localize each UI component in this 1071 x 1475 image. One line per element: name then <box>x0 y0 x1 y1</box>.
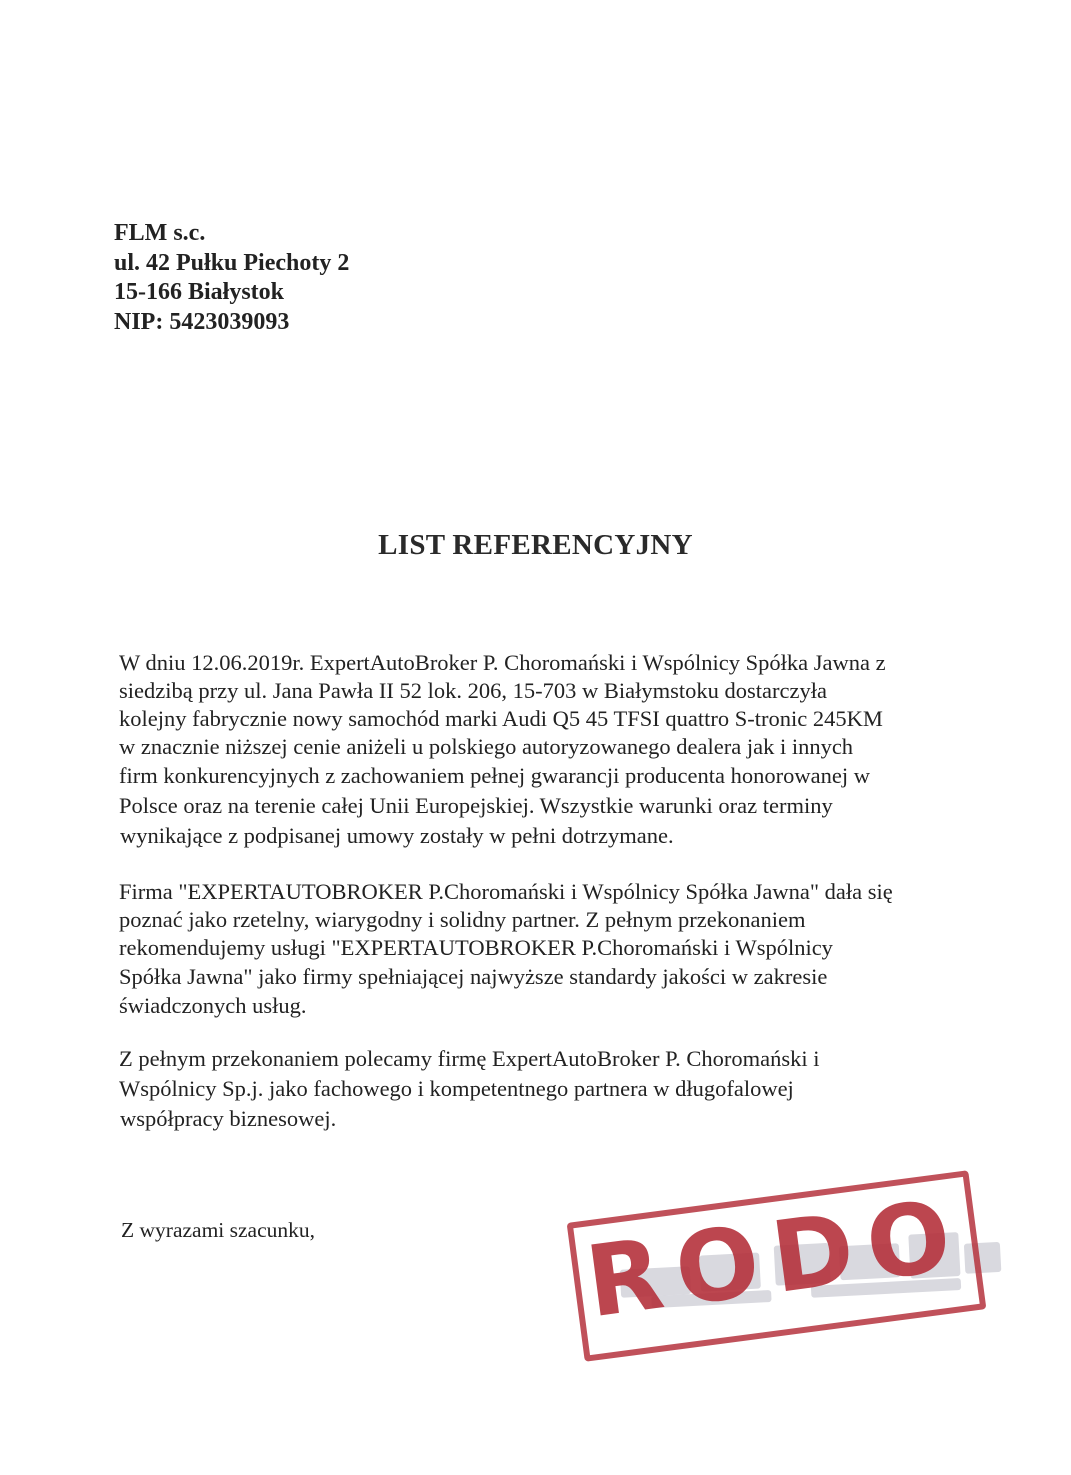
body-line: Z pełnym przekonaniem polecamy firmę ExpertAutoBroker P. Choromański i <box>119 1046 820 1071</box>
sender-address-block <box>114 219 349 337</box>
rodo-stamp <box>567 1170 987 1362</box>
body-line: poznać jako rzetelny, wiarygodny i solidny partner. Z pełnym przekonaniem <box>119 907 806 932</box>
sender-city: 15-166 Białystok <box>114 279 285 305</box>
body-line: świadczonych usług. <box>119 993 307 1018</box>
body-line: W dniu 12.06.2019r. ExpertAutoBroker P. Choromański i Wspólnicy Spółka Jawna z <box>119 650 886 675</box>
closing-salutation: Z wyrazami szacunku, <box>121 1218 316 1242</box>
stamp-text: RODO <box>580 1177 972 1341</box>
body-line: firm konkurencyjnych z zachowaniem pełnej gwarancji producenta honorowanej w <box>119 763 870 788</box>
sender-nip: NIP: 5423039093 <box>114 308 290 335</box>
letter-title: LIST REFERENCYJNY <box>378 529 693 561</box>
body-line: Wspólnicy Sp.j. jako fachowego i kompetentnego partnera w długofalowej <box>119 1076 794 1101</box>
body-line: w znacznie niższej cenie aniżeli u polskiego autoryzowanego dealera jak i innych <box>119 734 854 759</box>
body-line: rekomendujemy usługi "EXPERTAUTOBROKER P.Choromański i Wspólnicy <box>119 935 833 960</box>
sender-street: ul. 42 Pułku Piechoty 2 <box>114 249 350 276</box>
body-line: Firma "EXPERTAUTOBROKER P.Choromański i Wspólnicy Spółka Jawna" dała się <box>119 879 893 904</box>
body-line: Polsce oraz na terenie całej Unii Europejskiej. Wszystkie warunki oraz terminy <box>119 793 833 818</box>
body-line: kolejny fabrycznie nowy samochód marki Audi Q5 45 TFSI quattro S-tronic 245KM <box>119 706 883 731</box>
sender-name: FLM s.c. <box>114 220 206 246</box>
body-line: wynikające z podpisanej umowy zostały w pełni dotrzymane. <box>120 823 674 848</box>
body-line: współpracy biznesowej. <box>120 1106 337 1131</box>
body-line: Spółka Jawna" jako firmy spełniającej najwyższe standardy jakości w zakresie <box>119 964 828 989</box>
body-line: siedzibą przy ul. Jana Pawła II 52 lok. 206, 15-703 w Białymstoku dostarczyła <box>119 678 827 703</box>
